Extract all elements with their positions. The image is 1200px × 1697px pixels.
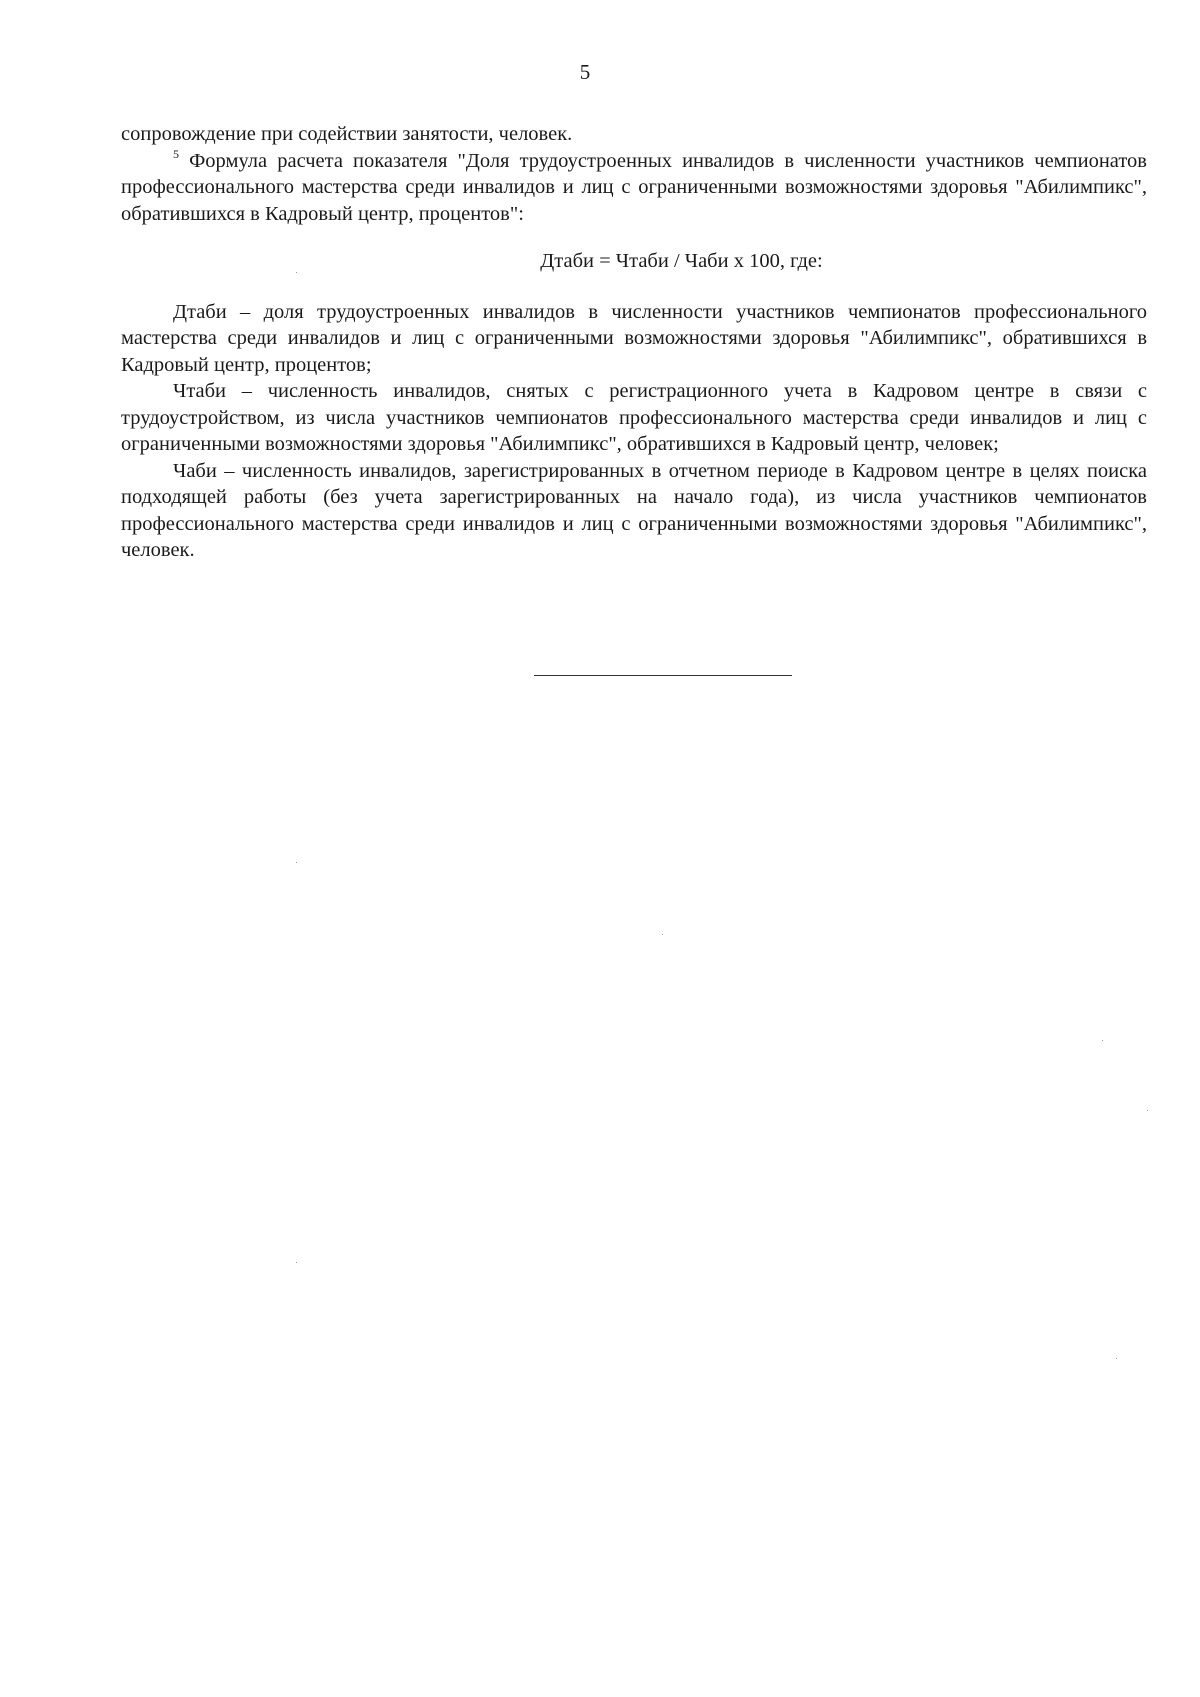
scan-speck — [662, 934, 663, 935]
scan-speck — [1102, 1040, 1103, 1041]
document-body — [121, 121, 1147, 564]
scan-speck — [296, 862, 297, 863]
page-number: 5 — [579, 60, 591, 84]
definition-chabi: Чаби – численность инвалидов, зарегистрированных в отчетном периоде в Кадровом центре в целях поиска подходящей работы (без учета зарегистрированных на начало года), из числа участников чемпионатов профессионального мастерства среди инвалидов и лиц с ограниченными возможностями здоровья "Абилимпикс", человек. — [121, 459, 1147, 561]
scan-speck — [296, 272, 297, 273]
scan-speck — [1147, 1110, 1148, 1111]
formula: Дтаби = Чтаби / Чаби х 100, где: — [540, 250, 823, 272]
scan-speck — [1116, 1358, 1117, 1359]
definition-chtabi: Чтаби – численность инвалидов, снятых с регистрационного учета в Кадровом центре в связи с трудоустройством, из числа участников чемпионатов профессионального мастерства среди инвалидов и лиц с ограниченными возможностями здоровья "Абилимпикс", обратившихся в Кадровый центр, человек; — [121, 380, 1147, 455]
scan-speck — [296, 1262, 297, 1263]
end-separator-line — [534, 675, 792, 676]
footnote-paragraph — [121, 148, 1147, 228]
definition-dtabi: Дтаби – доля трудоустроенных инвалидов в численности участников чемпионатов профессионального мастерства среди инвалидов и лиц с ограниченными возможностями здоровья "Абилимпикс", обратившихся в Кадровый центр, процентов; — [121, 300, 1147, 376]
footnote-marker: 5 — [173, 146, 179, 161]
continuation-line: сопровождение при содействии занятости, человек. — [121, 123, 573, 145]
footnote-intro-text: Формула расчета показателя "Доля трудоустроенных инвалидов в численности участников чемпионатов профессионального мастерства среди инвалидов и лиц с ограниченными возможностями здоровья "Абилимпикс", обратившихся в Кадровый центр, процентов": — [121, 149, 1147, 225]
